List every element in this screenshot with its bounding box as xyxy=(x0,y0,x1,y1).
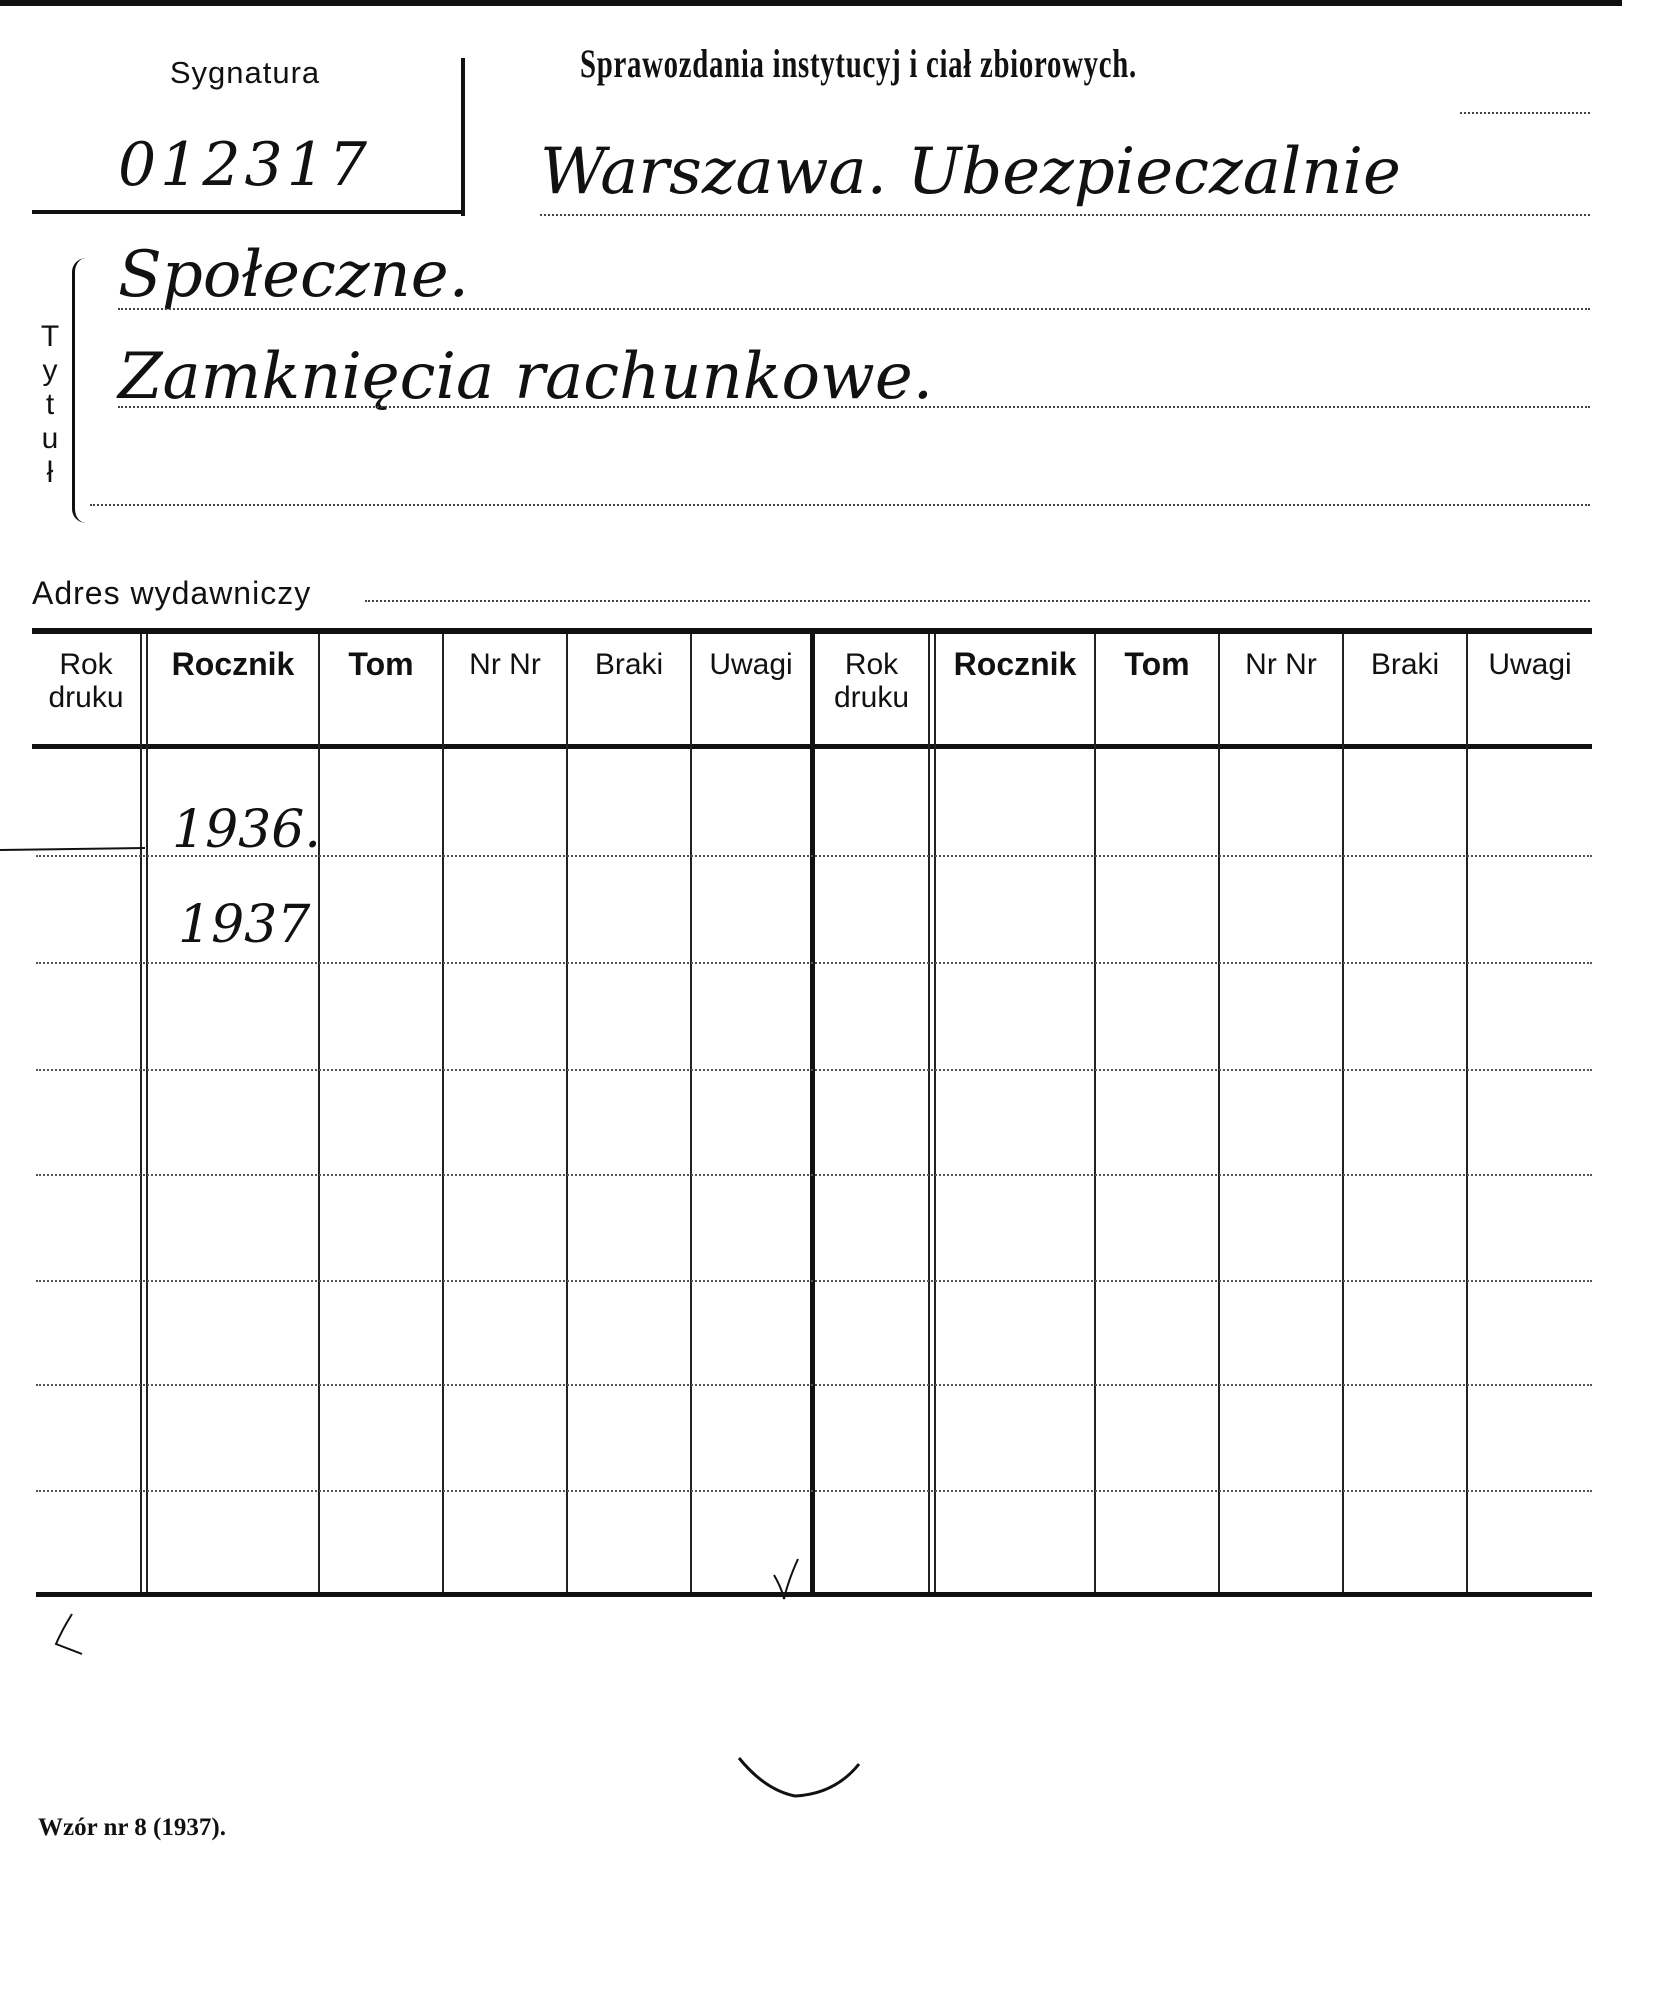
title-line-1: Warszawa. Ubezpieczalnie xyxy=(540,135,1401,209)
adres-dotted-line xyxy=(365,600,1590,602)
title-dotted-line-1 xyxy=(540,214,1590,216)
check-mark xyxy=(770,1555,810,1605)
table-row xyxy=(36,1280,1592,1282)
table-row xyxy=(36,1384,1592,1386)
header-braki: Braki xyxy=(594,648,664,681)
tick-mark xyxy=(48,1610,98,1660)
col-line xyxy=(318,634,320,1592)
table-bottom-border xyxy=(36,1592,1592,1597)
header-nr-nr: Nr Nr xyxy=(469,648,541,681)
col-line xyxy=(1218,634,1220,1592)
col-line xyxy=(690,634,692,1592)
col-line xyxy=(442,634,444,1592)
form-number: Wzór nr 8 (1937). xyxy=(38,1814,226,1841)
header-rok-druku: Rok druku xyxy=(48,648,124,714)
sygnatura-label: Sygnatura xyxy=(169,55,321,90)
entry-rocznik-1936: 1936. xyxy=(172,800,321,860)
pencil-swoosh-mark xyxy=(735,1750,865,1810)
title-dotted-line-3 xyxy=(118,406,1590,408)
title-line-3: Zamknięcia rachunkowe. xyxy=(118,340,934,414)
sygnatura-value: 012317 xyxy=(118,130,372,200)
header-rocznik-right: Rocznik xyxy=(953,646,1077,682)
tytul-label: T y t u ł xyxy=(40,320,60,489)
header-uwagi: Uwagi xyxy=(709,648,793,681)
table-center-divider xyxy=(810,634,815,1592)
pen-stroke-mark xyxy=(0,840,150,860)
tytul-brace xyxy=(72,258,89,523)
adres-wydawniczy-label: Adres wydawniczy xyxy=(32,575,312,611)
header-tom-right: Tom xyxy=(1124,646,1190,682)
col-line xyxy=(1342,634,1344,1592)
header-braki-right: Braki xyxy=(1370,648,1440,681)
header-dotted-line xyxy=(1460,112,1590,114)
col-line xyxy=(934,634,936,1592)
table-row xyxy=(36,1174,1592,1176)
entry-rocznik-1937: 1937 xyxy=(178,895,311,955)
col-line xyxy=(140,634,142,1592)
title-dotted-line-4 xyxy=(90,504,1590,506)
top-border xyxy=(0,0,1622,6)
col-line xyxy=(928,634,930,1592)
header-tom: Tom xyxy=(348,646,414,682)
header-rocznik: Rocznik xyxy=(171,646,295,682)
col-line xyxy=(1466,634,1468,1592)
header-uwagi-right: Uwagi xyxy=(1488,648,1572,681)
header-rok-druku-right: Rok druku xyxy=(833,648,910,714)
title-dotted-line-2 xyxy=(118,308,1590,310)
title-line-2: Społeczne. xyxy=(118,238,469,312)
collection-title: Sprawozdania instytucyj i ciał zbiorowych. xyxy=(580,41,1137,86)
col-line xyxy=(146,634,148,1592)
sygnatura-underline xyxy=(32,210,464,214)
col-line xyxy=(566,634,568,1592)
table-row xyxy=(36,1069,1592,1071)
table-row xyxy=(36,962,1592,964)
col-line xyxy=(1094,634,1096,1592)
header-nr-nr-right: Nr Nr xyxy=(1245,648,1317,681)
sygnatura-divider xyxy=(461,58,465,216)
table-row xyxy=(36,1490,1592,1492)
